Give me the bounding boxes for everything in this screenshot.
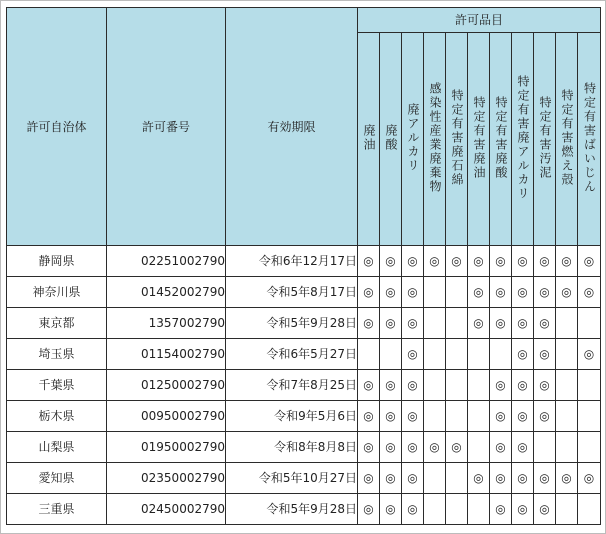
item-header-7 bbox=[490, 33, 512, 246]
municipality-cell: 愛知県 bbox=[7, 463, 107, 494]
permit-mark-cell bbox=[556, 494, 578, 525]
permit-number-cell: 02251002790 bbox=[107, 246, 226, 277]
permit-mark-cell: ◎ bbox=[402, 463, 424, 494]
permit-mark-cell: ◎ bbox=[512, 277, 534, 308]
permit-mark-cell: ◎ bbox=[556, 246, 578, 277]
permit-mark-cell: ◎ bbox=[578, 463, 601, 494]
table-row bbox=[7, 432, 601, 463]
item-header-label: 特定有害廃油 bbox=[472, 96, 486, 180]
permit-number-cell: 02350002790 bbox=[107, 463, 226, 494]
item-header-9 bbox=[534, 33, 556, 246]
expiry-date-cell: 令和5年9月28日 bbox=[226, 308, 358, 339]
permit-mark-cell: ◎ bbox=[512, 370, 534, 401]
expiry-date-cell: 令和6年12月17日 bbox=[226, 246, 358, 277]
expiry-header: 有効期限 bbox=[226, 8, 358, 246]
permit-number-cell: 02450002790 bbox=[107, 494, 226, 525]
permit-mark-cell: ◎ bbox=[490, 277, 512, 308]
permit-mark-cell bbox=[556, 339, 578, 370]
item-header-6 bbox=[468, 33, 490, 246]
permit-mark-cell bbox=[424, 494, 446, 525]
permit-mark-cell: ◎ bbox=[556, 463, 578, 494]
permit-mark-cell: ◎ bbox=[380, 463, 402, 494]
permit-mark-cell: ◎ bbox=[380, 494, 402, 525]
permit-mark-cell bbox=[534, 432, 556, 463]
item-header-label: 特定有害廃アルカリ bbox=[516, 75, 530, 201]
item-header-label: 特定有害汚泥 bbox=[538, 96, 552, 180]
municipality-cell: 三重県 bbox=[7, 494, 107, 525]
permit-mark-cell: ◎ bbox=[534, 277, 556, 308]
permit-mark-cell: ◎ bbox=[490, 370, 512, 401]
permit-mark-cell: ◎ bbox=[402, 308, 424, 339]
permit-mark-cell bbox=[424, 308, 446, 339]
permit-number-cell: 01154002790 bbox=[107, 339, 226, 370]
table-row bbox=[7, 463, 601, 494]
header-row-top bbox=[7, 8, 601, 33]
permit-mark-cell bbox=[468, 370, 490, 401]
expiry-date-cell: 令和5年10月27日 bbox=[226, 463, 358, 494]
permit-mark-cell: ◎ bbox=[468, 463, 490, 494]
permit-mark-cell bbox=[578, 308, 601, 339]
permit-mark-cell bbox=[446, 339, 468, 370]
permit-mark-cell bbox=[424, 463, 446, 494]
expiry-date-cell: 令和9年5月6日 bbox=[226, 401, 358, 432]
permit-mark-cell: ◎ bbox=[490, 401, 512, 432]
permit-mark-cell: ◎ bbox=[512, 494, 534, 525]
permit-mark-cell bbox=[578, 401, 601, 432]
permit-mark-cell: ◎ bbox=[380, 308, 402, 339]
permit-mark-cell: ◎ bbox=[402, 401, 424, 432]
item-header-label: 廃酸 bbox=[384, 124, 398, 152]
municipality-cell: 静岡県 bbox=[7, 246, 107, 277]
permit-mark-cell: ◎ bbox=[402, 370, 424, 401]
permit-mark-cell: ◎ bbox=[358, 277, 380, 308]
item-header-label: 特定有害廃石綿 bbox=[450, 89, 464, 187]
table-body bbox=[7, 246, 601, 525]
permit-mark-cell: ◎ bbox=[490, 246, 512, 277]
permit-mark-cell: ◎ bbox=[380, 246, 402, 277]
permit-mark-cell bbox=[358, 339, 380, 370]
permit-number-cell: 01950002790 bbox=[107, 432, 226, 463]
permit-mark-cell: ◎ bbox=[578, 246, 601, 277]
expiry-date-cell: 令和5年9月28日 bbox=[226, 494, 358, 525]
expiry-date-cell: 令和7年8月25日 bbox=[226, 370, 358, 401]
permit-mark-cell bbox=[556, 432, 578, 463]
permit-table bbox=[6, 7, 601, 525]
permit-mark-cell bbox=[468, 339, 490, 370]
permit-mark-cell: ◎ bbox=[402, 432, 424, 463]
permit-mark-cell bbox=[446, 401, 468, 432]
item-header-label: 特定有害廃酸 bbox=[494, 96, 508, 180]
permit-mark-cell: ◎ bbox=[424, 246, 446, 277]
permit-number-cell: 01452002790 bbox=[107, 277, 226, 308]
permit-mark-cell: ◎ bbox=[490, 494, 512, 525]
item-header-11 bbox=[578, 33, 601, 246]
expiry-date-cell: 令和5年8月17日 bbox=[226, 277, 358, 308]
permit-mark-cell: ◎ bbox=[358, 401, 380, 432]
permit-mark-cell: ◎ bbox=[534, 246, 556, 277]
table-row bbox=[7, 246, 601, 277]
permit-mark-cell: ◎ bbox=[358, 370, 380, 401]
municipality-cell: 山梨県 bbox=[7, 432, 107, 463]
permit-mark-cell bbox=[578, 494, 601, 525]
table-head bbox=[7, 8, 601, 246]
permit-mark-cell: ◎ bbox=[512, 432, 534, 463]
item-header-label: 廃アルカリ bbox=[406, 103, 420, 173]
permit-number-cell: 00950002790 bbox=[107, 401, 226, 432]
permit-mark-cell bbox=[556, 401, 578, 432]
permit-mark-cell: ◎ bbox=[358, 463, 380, 494]
permit-mark-cell bbox=[446, 308, 468, 339]
permit-mark-cell: ◎ bbox=[402, 339, 424, 370]
table-row bbox=[7, 494, 601, 525]
table-row bbox=[7, 277, 601, 308]
permit-mark-cell bbox=[556, 370, 578, 401]
permit-mark-cell bbox=[468, 494, 490, 525]
permit-mark-cell bbox=[424, 370, 446, 401]
item-header-3 bbox=[402, 33, 424, 246]
permit-mark-cell bbox=[578, 432, 601, 463]
table-row bbox=[7, 401, 601, 432]
permit-mark-cell bbox=[468, 432, 490, 463]
permit-mark-cell bbox=[446, 277, 468, 308]
permit-mark-cell bbox=[490, 339, 512, 370]
municipality-header: 許可自治体 bbox=[7, 8, 107, 246]
item-header-label: 特定有害ばいじん bbox=[582, 82, 597, 194]
permit-mark-cell: ◎ bbox=[468, 246, 490, 277]
permit-mark-cell: ◎ bbox=[358, 308, 380, 339]
permit-mark-cell bbox=[424, 277, 446, 308]
permit-mark-cell bbox=[446, 370, 468, 401]
item-header-2 bbox=[380, 33, 402, 246]
permit-mark-cell bbox=[578, 370, 601, 401]
item-header-label: 廃油 bbox=[362, 124, 376, 152]
permit-mark-cell bbox=[380, 339, 402, 370]
permit-mark-cell: ◎ bbox=[512, 339, 534, 370]
item-header-8 bbox=[512, 33, 534, 246]
permit-mark-cell bbox=[556, 308, 578, 339]
municipality-cell: 栃木県 bbox=[7, 401, 107, 432]
permitted-items-header: 許可品目 bbox=[358, 8, 601, 33]
permit-mark-cell bbox=[424, 401, 446, 432]
table-row bbox=[7, 339, 601, 370]
permit-mark-cell bbox=[446, 463, 468, 494]
permit-mark-cell: ◎ bbox=[534, 339, 556, 370]
permit-mark-cell: ◎ bbox=[556, 277, 578, 308]
permit-mark-cell bbox=[424, 339, 446, 370]
permit-mark-cell: ◎ bbox=[534, 401, 556, 432]
table-row bbox=[7, 308, 601, 339]
permit-mark-cell: ◎ bbox=[380, 401, 402, 432]
item-header-4 bbox=[424, 33, 446, 246]
permit-mark-cell: ◎ bbox=[512, 401, 534, 432]
permit-mark-cell: ◎ bbox=[446, 246, 468, 277]
permit-mark-cell: ◎ bbox=[490, 463, 512, 494]
permit-mark-cell: ◎ bbox=[490, 432, 512, 463]
permit-mark-cell: ◎ bbox=[446, 432, 468, 463]
permit-mark-cell bbox=[446, 494, 468, 525]
permit-number-cell: 1357002790 bbox=[107, 308, 226, 339]
permit-mark-cell: ◎ bbox=[512, 308, 534, 339]
item-header-label: 感染性産業廃棄物 bbox=[428, 82, 442, 194]
table-row bbox=[7, 370, 601, 401]
permit-mark-cell: ◎ bbox=[358, 494, 380, 525]
municipality-cell: 埼玉県 bbox=[7, 339, 107, 370]
permit-mark-cell: ◎ bbox=[534, 494, 556, 525]
municipality-cell: 神奈川県 bbox=[7, 277, 107, 308]
permit-mark-cell: ◎ bbox=[512, 463, 534, 494]
permit-mark-cell: ◎ bbox=[468, 308, 490, 339]
item-header-5 bbox=[446, 33, 468, 246]
permit-mark-cell: ◎ bbox=[534, 463, 556, 494]
permit-mark-cell: ◎ bbox=[578, 339, 601, 370]
expiry-date-cell: 令和8年8月8日 bbox=[226, 432, 358, 463]
permit-number-header: 許可番号 bbox=[107, 8, 226, 246]
permit-mark-cell: ◎ bbox=[468, 277, 490, 308]
item-header-1 bbox=[358, 33, 380, 246]
item-header-label: 特定有害燃え殻 bbox=[560, 89, 574, 187]
permit-mark-cell: ◎ bbox=[534, 308, 556, 339]
permit-mark-cell: ◎ bbox=[380, 370, 402, 401]
permit-mark-cell bbox=[468, 401, 490, 432]
permit-mark-cell: ◎ bbox=[380, 432, 402, 463]
permit-mark-cell: ◎ bbox=[402, 246, 424, 277]
municipality-cell: 千葉県 bbox=[7, 370, 107, 401]
permit-mark-cell: ◎ bbox=[490, 308, 512, 339]
permit-mark-cell: ◎ bbox=[402, 277, 424, 308]
item-header-10 bbox=[556, 33, 578, 246]
permit-mark-cell: ◎ bbox=[512, 246, 534, 277]
permit-mark-cell: ◎ bbox=[358, 246, 380, 277]
municipality-cell: 東京都 bbox=[7, 308, 107, 339]
permit-number-cell: 01250002790 bbox=[107, 370, 226, 401]
permit-mark-cell: ◎ bbox=[578, 277, 601, 308]
permit-mark-cell: ◎ bbox=[380, 277, 402, 308]
expiry-date-cell: 令和6年5月27日 bbox=[226, 339, 358, 370]
permit-mark-cell: ◎ bbox=[358, 432, 380, 463]
permit-mark-cell: ◎ bbox=[534, 370, 556, 401]
permit-mark-cell: ◎ bbox=[402, 494, 424, 525]
permit-mark-cell: ◎ bbox=[424, 432, 446, 463]
